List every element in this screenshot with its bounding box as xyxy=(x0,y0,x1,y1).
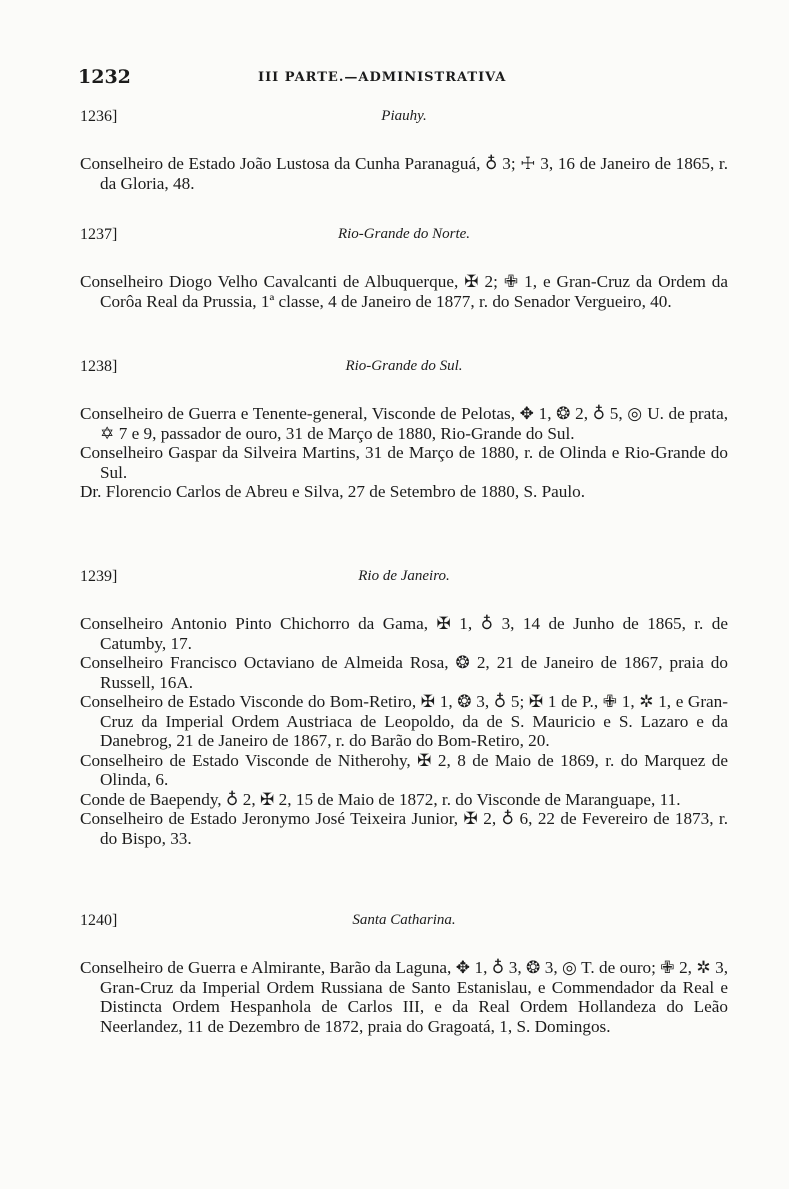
entry: Conselheiro Diogo Velho Cavalcanti de Albuquerque, ✠ 2; ✙ 1, e Gran-Cruz da Ordem da Corôa Real da Prussia, 1ª classe, 4 de Janeiro de 1877, r. do Senador Vergueiro, 40. xyxy=(80,272,728,311)
entry-list xyxy=(80,958,728,1036)
entry: Conselheiro Antonio Pinto Chichorro da Gama, ✠ 1, ♁ 3, 14 de Junho de 1865, r. de Catumby, 17. xyxy=(80,614,728,653)
section-heading xyxy=(80,912,728,940)
section-number: 1239] xyxy=(80,568,118,585)
entry-list xyxy=(80,404,728,502)
entry: Conselheiro de Estado Jeronymo José Teixeira Junior, ✠ 2, ♁ 6, 22 de Fevereiro de 1873, r. do Bispo, 33. xyxy=(80,809,728,848)
entry: Conselheiro de Estado Visconde de Nitherohy, ✠ 2, 8 de Maio de 1869, r. do Marquez de Olinda, 6. xyxy=(80,750,728,789)
section-number: 1236] xyxy=(80,108,118,125)
section-1237 xyxy=(80,226,728,311)
running-title: III PARTE.—ADMINISTRATIVA xyxy=(258,70,507,85)
entry: Conselheiro de Estado Visconde do Bom-Retiro, ✠ 1, ❂ 3, ♁ 5; ✠ 1 de P., ✙ 1, ✲ 1, e Gran-Cruz da Imperial Ordem Austriaca de Leopoldo, da de S. Mauricio e S. Lazaro e da Danebrog, 21 de Janeiro de 1867, r. do Barão do Bom-Retiro, 20. xyxy=(80,692,728,750)
entry: Conde de Baependy, ♁ 2, ✠ 2, 15 de Maio de 1872, r. do Visconde de Maranguape, 11. xyxy=(80,789,681,809)
entry: Conselheiro de Estado João Lustosa da Cunha Paranaguá, ♁ 3; ☩ 3, 16 de Janeiro de 1865, r. da Gloria, 48. xyxy=(80,154,728,193)
section-1238 xyxy=(80,358,728,502)
section-1236 xyxy=(80,108,728,193)
entry: Dr. Florencio Carlos de Abreu e Silva, 27 de Setembro de 1880, S. Paulo. xyxy=(80,482,586,501)
entry-list xyxy=(80,272,728,311)
section-heading xyxy=(80,108,728,136)
section-number: 1240] xyxy=(80,912,118,929)
section-heading xyxy=(80,568,728,596)
section-title: Piauhy. xyxy=(381,108,427,124)
section-number: 1237] xyxy=(80,226,118,243)
section-1240 xyxy=(80,912,728,1036)
section-1239 xyxy=(80,568,728,848)
section-heading xyxy=(80,358,728,386)
section-title: Rio-Grande do Norte. xyxy=(337,226,471,242)
section-title: Rio-Grande do Sul. xyxy=(345,358,463,374)
entry: Conselheiro de Guerra e Tenente-general, Visconde de Pelotas, ✥ 1, ❂ 2, ♁ 5, ◎ U. de prata, ✡ 7 e 9, passador de ouro, 31 de Março de 1880, Rio-Grande do Sul. xyxy=(80,404,728,443)
section-title: Santa Catharina. xyxy=(352,912,456,928)
section-heading xyxy=(80,226,728,254)
entry: Conselheiro de Guerra e Almirante, Barão da Laguna, ✥ 1, ♁ 3, ❂ 3, ◎ T. de ouro; ✙ 2, ✲ 3, Gran-Cruz da Imperial Ordem Russiana de Santo Estanislau, e Commendador da Real e Distincta Ordem Hespanhola de Carlos III, e da Real Ordem Hollandeza do Leão Neerlandez, 11 de Dezembro de 1872, praia do Gragoatá, 1, S. Domingos. xyxy=(80,958,728,1036)
section-title: Rio de Janeiro. xyxy=(358,568,450,584)
entry: Conselheiro Francisco Octaviano de Almeida Rosa, ❂ 2, 21 de Janeiro de 1867, praia do Russell, 16A. xyxy=(80,653,728,692)
page-header xyxy=(78,66,718,92)
section-number: 1238] xyxy=(80,358,118,375)
entry-list xyxy=(80,154,728,193)
entry: Conselheiro Gaspar da Silveira Martins, 31 de Março de 1880, r. de Olinda e Rio-Grande do Sul. xyxy=(80,443,728,482)
entry-list xyxy=(80,614,728,848)
page-number: 1232 xyxy=(78,66,131,88)
